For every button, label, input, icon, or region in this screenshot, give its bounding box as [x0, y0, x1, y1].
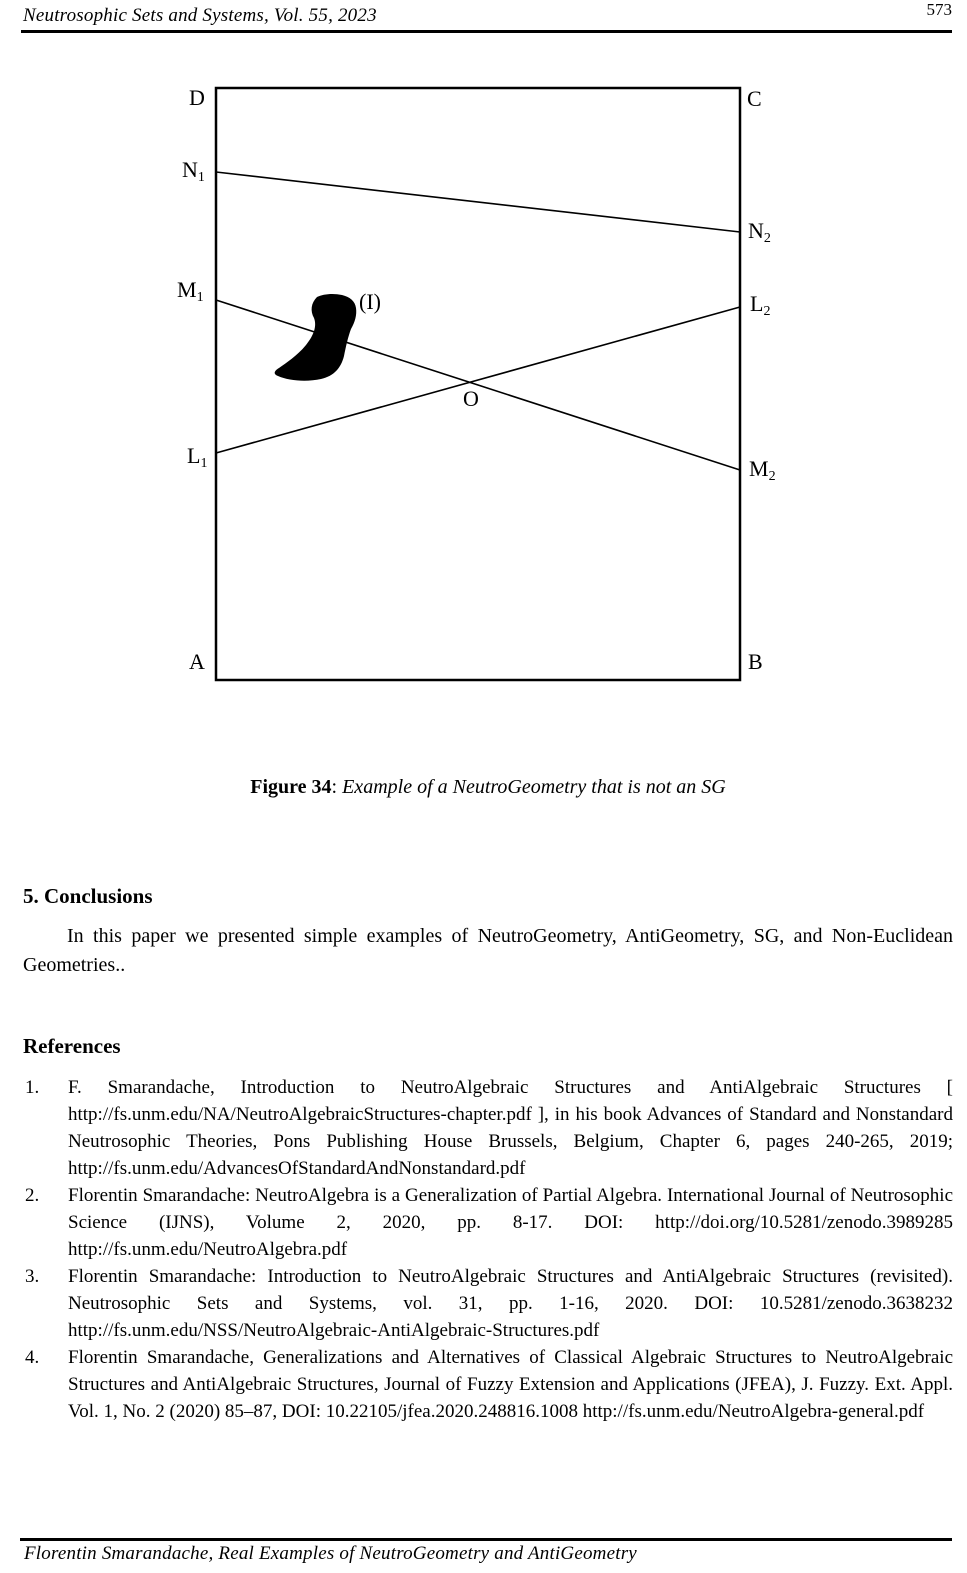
label-m1-sub: 1 — [196, 290, 204, 305]
references-list — [23, 1074, 953, 1425]
label-l1-sub: 1 — [200, 456, 208, 471]
label-n1 — [182, 157, 205, 185]
line-m1-m2 — [216, 300, 740, 470]
label-a: A — [189, 649, 205, 674]
journal-title: Neutrosophic Sets and Systems, Vol. 55, 2023 — [23, 5, 377, 26]
line-n1-n2 — [216, 172, 740, 232]
label-b: B — [748, 649, 763, 674]
label-l2-sub: 2 — [763, 304, 771, 319]
label-l2-base: L — [750, 291, 764, 316]
reference-text: Florentin Smarandache, Generalizations and Alternatives of Classical Algebraic Structures to NeutroAlgebraic Structures and AntiAlgebraic Structures, Journal of Fuzzy Extension and Applications (JFEA), J. Fuzzy. Ext. Appl. Vol. 1, No. 2 (2020) 85–87, DOI: 10.22105/jfea.2020.248816.1008 http://fs.unm.edu/NeutroAlgebra-general.pdf — [68, 1347, 953, 1423]
reference-text: F. Smarandache, Introduction to NeutroAlgebraic Structures and AntiAlgebraic Structures [ http://fs.unm.edu/NA/NeutroAlgebraicStructures-chapter.pdf ], in his book Advances of Standard and Nonstandard Neutrosophic Theories, Pons Publishing House Brussels, Belgium, Chapter 6, pages 240-265, 2019; http://fs.unm.edu/AdvancesOfStandardAndNonstandard.pdf — [68, 1077, 953, 1180]
label-m2 — [749, 456, 776, 484]
reference-text: Florentin Smarandache: NeutroAlgebra is a Generalization of Partial Algebra. International Journal of Neutrosophic Science (IJNS), Volume 2, 2020, pp. 8-17. DOI: http://doi.org/10.5281/zenodo.3989285 http://fs.unm.edu/NeutroAlgebra.pdf — [68, 1185, 953, 1261]
reference-item — [23, 1344, 953, 1425]
label-d: D — [189, 85, 205, 110]
conclusions-paragraph: In this paper we presented simple examples of NeutroGeometry, AntiGeometry, SG, and Non-Euclidean Geometries.. — [23, 925, 953, 977]
region-blob — [275, 294, 357, 381]
label-n1-sub: 1 — [197, 170, 205, 185]
label-m1-base: M — [177, 277, 197, 302]
label-region-i: (I) — [359, 289, 381, 314]
footer-running-title: Florentin Smarandache, Real Examples of NeutroGeometry and AntiGeometry — [24, 1543, 637, 1564]
label-l2 — [750, 291, 771, 319]
reference-number: 1. — [25, 1077, 40, 1099]
reference-number: 3. — [25, 1266, 40, 1288]
label-n2 — [748, 218, 771, 246]
label-n1-base: N — [182, 157, 198, 182]
figure-caption-label: Figure 34 — [250, 776, 332, 798]
reference-text: Florentin Smarandache: Introduction to NeutroAlgebraic Structures and AntiAlgebraic Structures (revisited). Neutrosophic Sets and Systems, vol. 31, pp. 1-16, 2020. DOI: 10.5281/zenodo.3638232 http://fs.unm.edu/NSS/NeutroAlgebraic-AntiAlgebraic-Structures.pdf — [68, 1266, 953, 1342]
figure-caption-separator: : — [331, 776, 343, 798]
reference-item — [23, 1263, 953, 1344]
reference-number: 2. — [25, 1185, 40, 1207]
label-l1-base: L — [187, 443, 201, 468]
footer-rule — [20, 1538, 952, 1541]
label-m2-base: M — [749, 456, 769, 481]
label-m2-sub: 2 — [768, 469, 776, 484]
boundary-rectangle-abcd — [216, 88, 740, 680]
label-o: O — [463, 386, 479, 411]
figure-caption-text: Example of a NeutroGeometry that is not an SG — [342, 776, 726, 798]
references-section — [23, 1034, 953, 1425]
page-number: 573 — [926, 0, 952, 19]
label-n2-sub: 2 — [763, 231, 771, 246]
references-heading: References — [23, 1034, 121, 1058]
figure-caption — [23, 776, 953, 799]
reference-number: 4. — [25, 1347, 40, 1369]
reference-item — [23, 1074, 953, 1182]
label-l1 — [187, 443, 208, 471]
label-n2-base: N — [748, 218, 764, 243]
reference-item — [23, 1182, 953, 1263]
figure-diagram — [0, 0, 967, 750]
conclusions-section — [23, 884, 953, 980]
conclusions-heading: 5. Conclusions — [23, 884, 153, 908]
label-m1 — [177, 277, 204, 305]
label-c: C — [747, 86, 762, 111]
